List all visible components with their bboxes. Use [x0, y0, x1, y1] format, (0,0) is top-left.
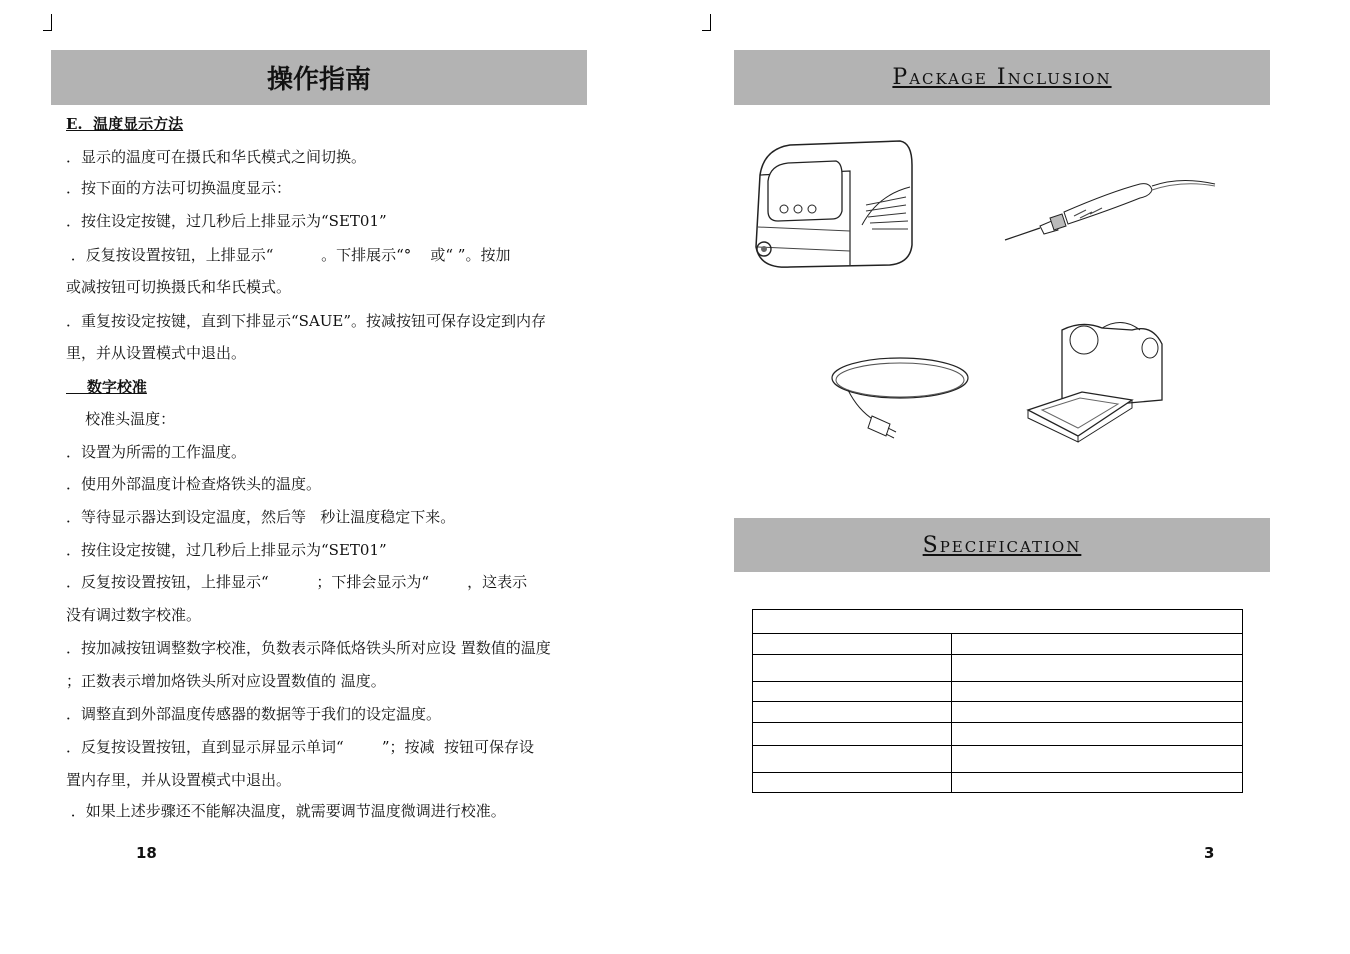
specification-table: [752, 609, 1243, 793]
table-cell: [753, 655, 952, 682]
crop-mark-right: [702, 14, 711, 31]
table-cell: [753, 773, 952, 793]
table-cell: [952, 723, 1243, 746]
text-line: 或减按钮可切换摄氏和华氏模式。: [66, 278, 292, 296]
table-row: [753, 610, 1243, 634]
package-inclusion-title: Package Inclusion: [892, 65, 1112, 90]
table-row: [753, 723, 1243, 746]
iron-stand-illustration: [1022, 300, 1172, 445]
table-row: [753, 746, 1243, 773]
section-heading-temp-display: E. 温度显示方法: [66, 115, 184, 133]
table-cell: [753, 634, 952, 655]
left-banner: [51, 50, 587, 105]
table-row: [753, 634, 1243, 655]
specification-title: Specification: [922, 532, 1082, 558]
table-cell: [952, 682, 1243, 702]
text-line: ．反复按设置按钮，上排显示“ ；下排会显示为“ ，这表示: [66, 573, 528, 591]
text-line: ．按加减按钮调整数字校准，负数表示降低烙铁头所对应设 置数值的温度: [66, 639, 551, 657]
text-line: ．按住设定按键，过几秒后上排显示为“SET01”: [66, 541, 387, 559]
soldering-iron-illustration: [1000, 170, 1220, 245]
soldering-station-illustration: [750, 135, 920, 275]
text-line: ．等待显示器达到设定温度，然后等 秒让温度稳定下来。: [66, 508, 456, 526]
text-line: 置内存里，并从设置模式中退出。: [66, 771, 292, 789]
text-line: ．反复按设置按钮，直到显示屏显示单词“ ”；按减 按钮可保存设: [66, 738, 535, 756]
text-line: ．显示的温度可在摄氏和华氏模式之间切换。: [66, 148, 367, 166]
crop-mark-left: [43, 14, 52, 31]
text-line: 校准头温度：: [66, 410, 176, 428]
table-row: [753, 773, 1243, 793]
table-row: [753, 682, 1243, 702]
table-row: [753, 655, 1243, 682]
table-cell: [753, 682, 952, 702]
text-line: ．反复按设置按钮，上排显示“ 。下排展示“° 或“ ”。按加: [66, 246, 511, 264]
table-cell: [952, 634, 1243, 655]
text-line: 没有调过数字校准。: [66, 606, 202, 624]
text-line: ．使用外部温度计检查烙铁头的温度。: [66, 475, 322, 493]
text-line: 里，并从设置模式中退出。: [66, 344, 247, 362]
table-cell: [753, 723, 952, 746]
package-inclusion-banner: [734, 50, 1270, 105]
power-cord-illustration: [828, 350, 978, 445]
text-line: ．重复按设定按键，直到下排显示“SAUE”。按减按钮可保存设定到内存: [66, 312, 547, 330]
section-heading-calibration: 数字校准: [66, 378, 147, 396]
page-number-right: 3: [1204, 844, 1215, 862]
text-line: ；正数表示增加烙铁头所对应设置数值的 温度。: [66, 672, 386, 690]
left-banner-title: 操作指南: [266, 65, 371, 95]
table-cell: [952, 702, 1243, 723]
page-number-left: 18: [136, 844, 157, 862]
text-line: ．按下面的方法可切换温度显示：: [66, 179, 292, 197]
table-cell: [753, 746, 952, 773]
text-line: ．调整直到外部温度传感器的数据等于我们的设定温度。: [66, 705, 442, 723]
text-line: ．按住设定按键，过几秒后上排显示为“SET01”: [66, 212, 387, 230]
table-cell: [952, 655, 1243, 682]
text-line: ．设置为所需的工作温度。: [66, 443, 247, 461]
specification-banner: [734, 518, 1270, 572]
text-line: ．如果上述步骤还不能解决温度，就需要调节温度微调进行校准。: [66, 802, 506, 820]
table-cell: [753, 610, 1243, 634]
table-row: [753, 702, 1243, 723]
table-cell: [952, 746, 1243, 773]
table-cell: [753, 702, 952, 723]
table-cell: [952, 773, 1243, 793]
